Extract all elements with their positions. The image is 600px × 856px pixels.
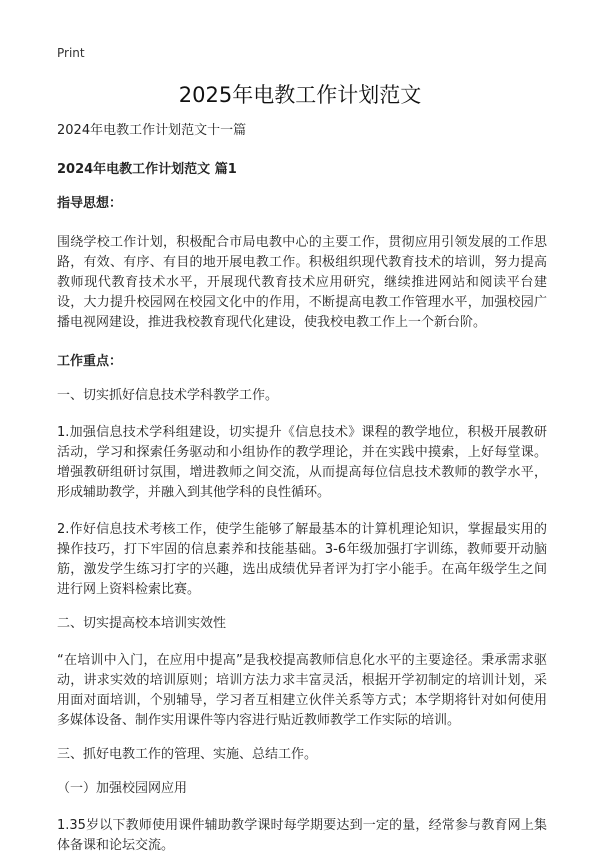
- focus-item-heading: 三、抓好电教工作的管理、实施、总结工作。: [57, 747, 318, 762]
- focus-item-heading: 一、切实抓好信息技术学科教学工作。: [57, 388, 279, 403]
- guiding-thought-heading: 指导思想：: [57, 196, 123, 211]
- focus-paragraph: 1.加强信息技术学科组建设，切实提升《信息技术》课程的教学地位，积极开展教研活动，学习和探索任务驱动和小组协作的教学理论，并在实践中摸索，上好每堂课。增强教研组研讨氛围，增进教师之间交流，从而提高每位信息技术教师的教学水平，形成辅助教学，并融入到其他学科的良性循环。: [57, 425, 547, 500]
- focus-paragraph: 1.35岁以下教师使用课件辅助教学课时每学期要达到一定的量，经常参与教育网上集体备课和论坛交流。: [57, 818, 547, 853]
- print-label: Print: [57, 46, 85, 60]
- document-title: 2025年电教工作计划范文: [178, 83, 422, 107]
- subtitle-paragraph: 2024年电教工作计划范文十一篇: [57, 123, 247, 138]
- work-focus-heading: 工作重点：: [57, 354, 123, 369]
- focus-paragraph: “在培训中入门，在应用中提高”是我校提高教师信息化水平的主要途径。秉承需求驱动，讲求实效的培训原则；培训方法力求丰富灵活，根据开学初制定的培训计划，采用面对面培训，个别辅导，学习者互相建立伙伴关系等方式；本学期将针对如何使用多媒体设备、制作实用课件等内容进行贴近教师教学工作实际的培训。: [57, 653, 547, 728]
- focus-paragraph: 2.作好信息技术考核工作，使学生能够了解最基本的计算机理论知识，掌握最实用的操作技巧，打下牢固的信息素养和技能基础。3-6年级加强打字训练，教师要开动脑筋，激发学生练习打字的兴趣，选出成绩优异者评为打字小能手。在高年级学生之间进行网上资料检索比赛。: [57, 522, 547, 597]
- document-body: [57, 121, 547, 856]
- focus-item-heading: 二、切实提高校本培训实效性: [57, 616, 227, 631]
- section-heading: 2024年电教工作计划范文 篇1: [57, 162, 237, 177]
- guiding-thought-paragraph: 围绕学校工作计划，积极配合市局电教中心的主要工作，贯彻应用引领发展的工作思路，有效、有序、有目的地开展电教工作。积极组织现代教育技术的培训，努力提高教师现代教育技术水平，开展现代教育技术应用研究，继续推进网站和阅读平台建设，大力提升校园网在校园文化中的作用，不断提高电教工作管理水平，加强校园广播电视网建设，推进我校教育现代化建设，使我校电教工作上一个新台阶。: [57, 235, 547, 330]
- sub-item-heading: （一）加强校园网应用: [57, 781, 188, 796]
